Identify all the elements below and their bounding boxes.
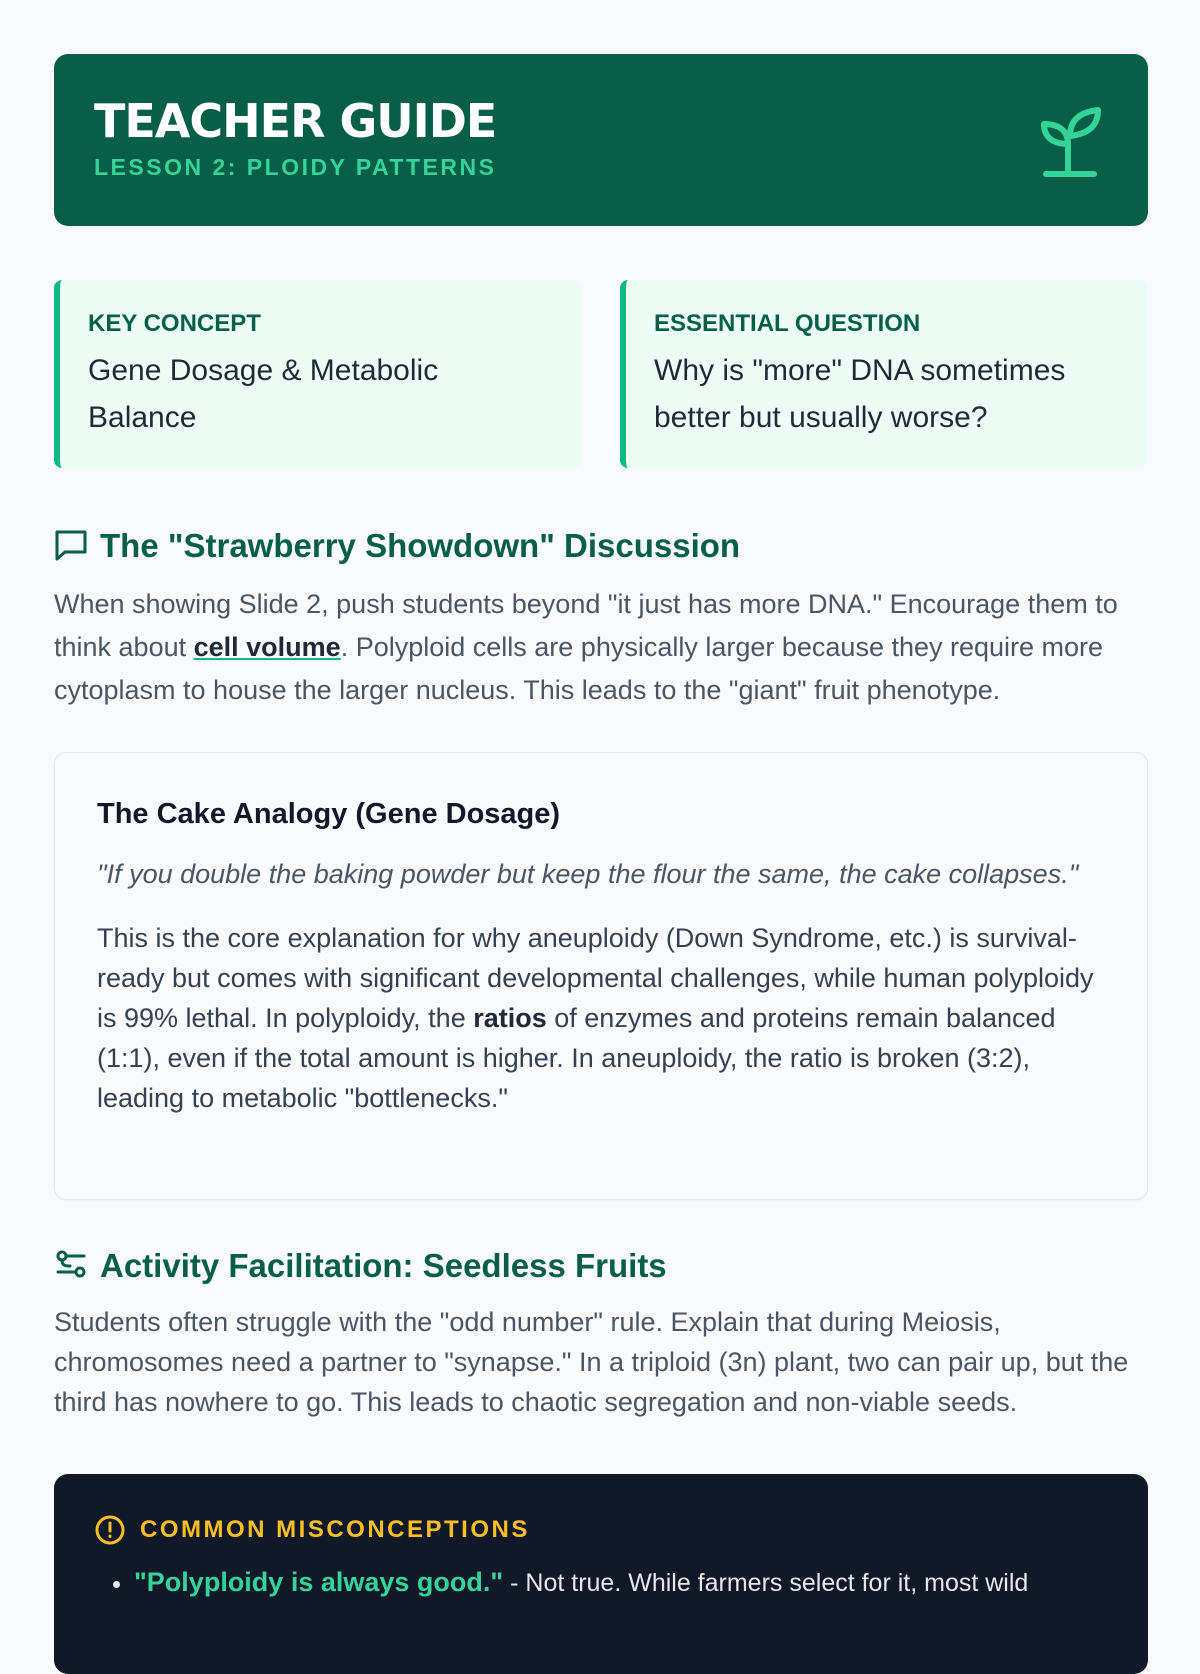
misconceptions-title: COMMON MISCONCEPTIONS [140,1516,530,1543]
essential-question-text: Why is "more" DNA sometimes better but usually worse? [654,353,1066,434]
sliders-route-icon [54,1248,88,1282]
discussion-title: The "Strawberry Showdown" Discussion [100,526,741,564]
discussion-paragraph [54,583,1154,712]
discussion-text-end: . Polyploid cells are physically larger because they require more cytoplasm to house the larger nucleus. This leads to the "giant" fruit phenotype. [54,632,1104,705]
list-item [134,1564,1108,1602]
activity-title: Activity Facilitation: Seedless Fruits [100,1246,667,1284]
misconceptions-heading [94,1514,1108,1546]
misconception-response: - Not true. While farmers select for it, most wild [503,1569,1029,1597]
misconceptions-list [94,1564,1108,1602]
cell-volume-emphasis: cell volume [193,632,341,662]
ratios-emphasis: ratios [473,1002,547,1033]
key-concept-card [54,280,581,468]
misconceptions-box [54,1474,1148,1674]
key-concept-text: Gene Dosage & Metabolic Balance [88,353,439,434]
discussion-heading [54,528,740,562]
chat-bubble-icon [54,528,88,562]
misconception-claim: "Polyploidy is always good." [134,1567,504,1597]
warning-circle-icon [94,1514,126,1546]
essential-question-label: ESSENTIAL QUESTION [654,310,921,337]
lesson-subtitle: LESSON 2: PLOIDY PATTERNS [94,154,497,180]
discussion-text-start: When showing Slide 2, push students beyond "it just has more DNA." Encourage them to think about [54,589,1118,662]
analogy-quote: "If you double the baking powder but keep the flour the same, the cake collapses." [97,858,1079,889]
header-banner [54,54,1148,226]
activity-paragraph: Students often struggle with the "odd number" rule. Explain that during Meiosis, chromosomes need a partner to "synapse." In a triploid (3n) plant, two can pair up, but the third has nowhere to go. This leads to chaotic segregation and non-viable seeds. [54,1307,1129,1417]
cake-analogy-box [54,752,1148,1200]
key-concept-label: KEY CONCEPT [88,310,261,337]
analogy-title: The Cake Analogy (Gene Dosage) [97,798,561,830]
analogy-body-start: This is the core explanation for why aneuploidy (Down Syndrome, etc.) is survival-ready but comes with significant developmental challenges, while human polyploidy is 99% lethal. In polyploidy, the [97,922,1094,1033]
analogy-body [97,918,1107,1118]
analogy-body-end: of enzymes and proteins remain balanced (1:1), even if the total amount is higher. In aneuploidy, the ratio is broken (3:2), leading to metabolic "bottlenecks." [97,1002,1056,1113]
essential-question-card [620,280,1147,468]
activity-heading [54,1248,667,1282]
sprout-icon [1038,104,1104,178]
page-title: TEACHER GUIDE [94,94,497,148]
